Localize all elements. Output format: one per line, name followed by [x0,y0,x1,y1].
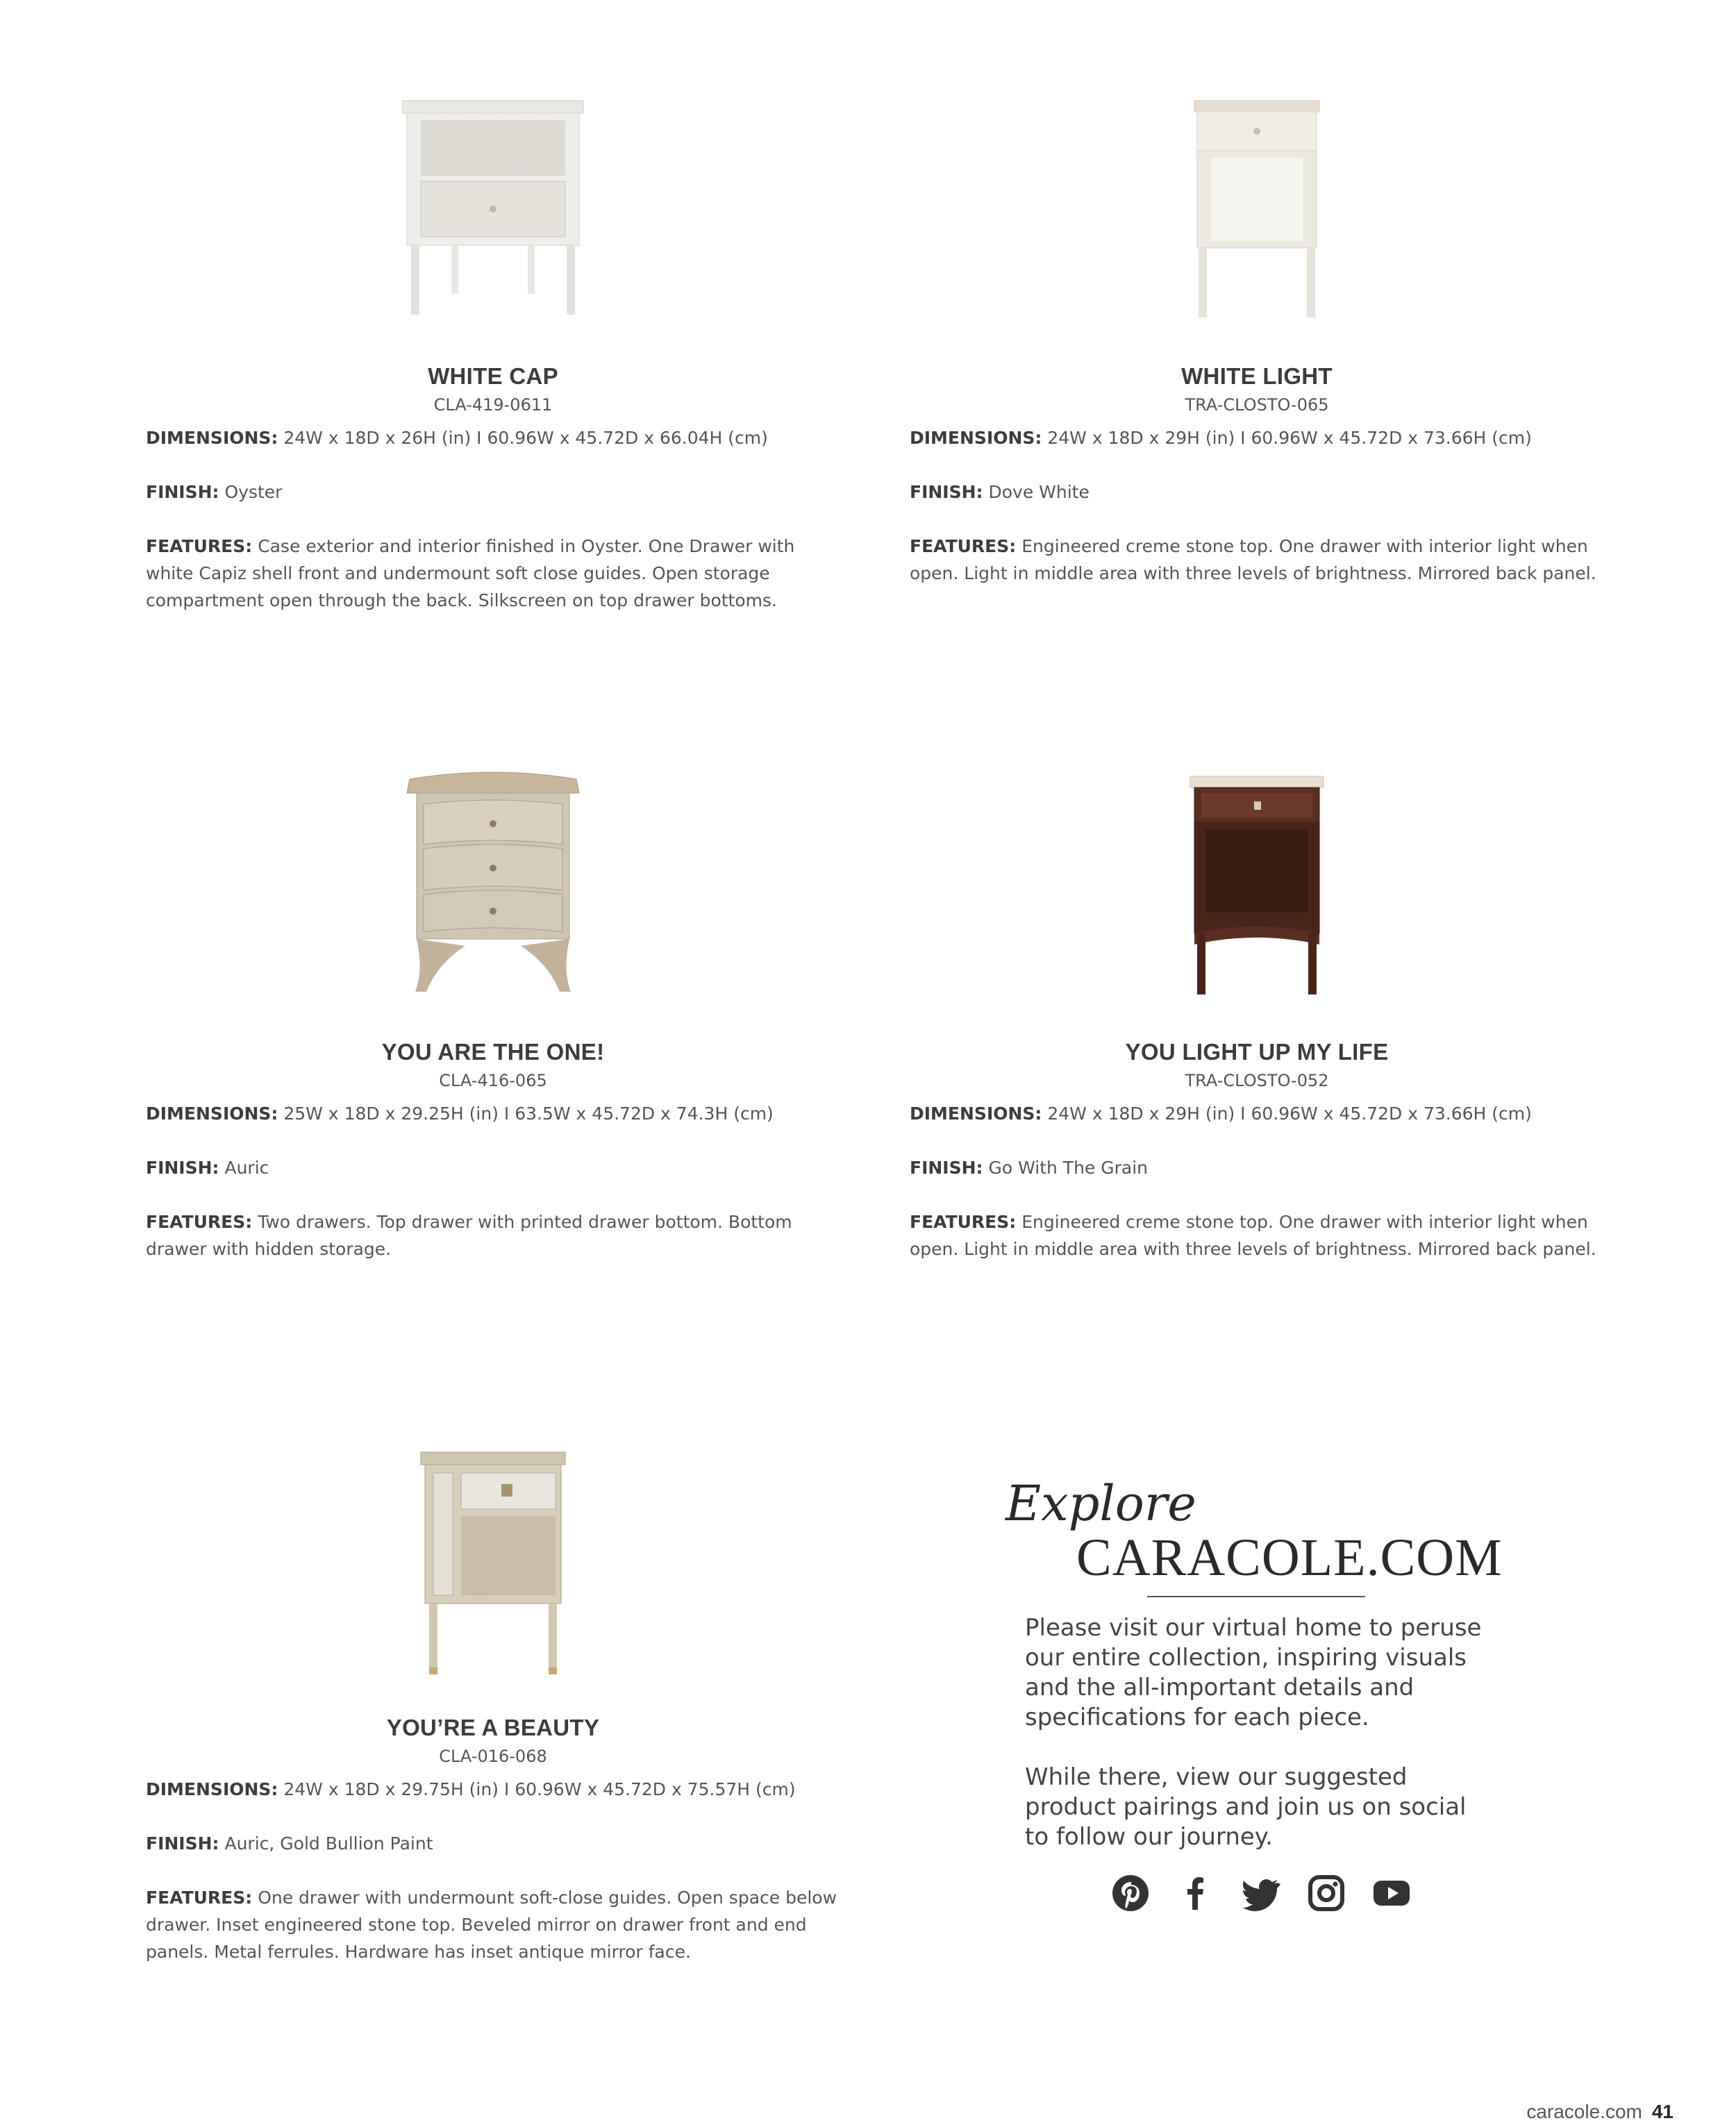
features-value: Two drawers. Top drawer with printed drawer bottom. Bottom drawer with hidden storage. [146,1212,792,1259]
product-features [146,533,840,614]
features-value: One drawer with undermount soft-close guides. Open space below drawer. Inset engineered stone top. Beveled mirror on drawer front and end panels. Metal ferrules. Hardware has inset antique mirror face. [146,1888,837,1962]
dimensions-label: DIMENSIONS: [910,428,1042,448]
dimensions-label: DIMENSIONS: [146,428,278,448]
finish-label: FINISH: [146,482,219,502]
features-label: FEATURES: [910,536,1017,556]
product-finish [146,478,840,506]
page-number: 41 [1651,2101,1674,2122]
instagram-icon[interactable] [1307,1874,1346,1913]
dimensions-label: DIMENSIONS: [910,1104,1042,1124]
finish-label: FINISH: [910,1158,983,1178]
product-sku: CLA-016-068 [439,1747,547,1766]
features-label: FEATURES: [146,536,253,556]
finish-label: FINISH: [146,1158,219,1178]
finish-value: Dove White [983,482,1090,502]
product-features [146,1884,840,1965]
product-dimensions [910,424,1604,451]
features-value: Engineered creme stone top. One drawer with interior light when open. Light in middle area with three levels of brightness. Mirrored back panel. [910,536,1596,583]
product-sku: TRA-CLOSTO-052 [1185,1071,1329,1090]
dimensions-value: 24W x 18D x 29H (in) I 60.96W x 45.72D x 73.66H (cm) [1042,1104,1532,1124]
product-dimensions [146,1776,840,1803]
finish-value: Auric, Gold Bullion Paint [219,1833,433,1854]
product-name: WHITE LIGHT [1181,363,1333,389]
features-value: Engineered creme stone top. One drawer with interior light when open. Light in middle area with three levels of brightness. Mirrored back panel. [910,1212,1596,1259]
product-dimensions [146,1100,840,1127]
product-sku: CLA-419-0611 [433,395,553,415]
social-links [1111,1874,1411,1913]
features-value: Case exterior and interior finished in Oyster. One Drawer with white Capiz shell front and undermount soft close guides. Open storage compartment open through the back. Silkscreen on top drawer bottoms. [146,536,795,610]
features-label: FEATURES: [910,1212,1017,1232]
product-finish [146,1154,840,1181]
explore-caracole-panel [1000,1465,1528,1951]
divider [1147,1596,1365,1597]
dimensions-value: 24W x 18D x 26H (in) I 60.96W x 45.72D x 66.04H (cm) [278,428,768,448]
dimensions-label: DIMENSIONS: [146,1779,278,1799]
product-image [361,87,625,351]
product-image [1125,87,1389,351]
finish-value: Go With The Grain [983,1158,1149,1178]
product-name: YOU’RE A BEAUTY [386,1715,600,1740]
product-finish [910,478,1604,506]
product-image [361,1438,625,1702]
pinterest-icon[interactable] [1111,1874,1150,1913]
product-name: WHITE CAP [428,363,558,389]
product-features [146,1208,840,1263]
product-dimensions [146,424,840,451]
dimensions-label: DIMENSIONS: [146,1104,278,1124]
dimensions-value: 24W x 18D x 29H (in) I 60.96W x 45.72D x 73.66H (cm) [1042,428,1532,448]
features-label: FEATURES: [146,1888,253,1908]
product-image [361,763,625,1026]
finish-label: FINISH: [910,482,983,502]
finish-value: Oyster [219,482,283,502]
product-finish [910,1154,1604,1181]
page-footer [1526,2101,1674,2123]
finish-value: Auric [219,1158,269,1178]
product-sku: TRA-CLOSTO-065 [1185,395,1329,415]
product-image [1125,763,1389,1026]
facebook-icon[interactable] [1176,1874,1215,1913]
footer-site[interactable]: caracole.com [1526,2101,1642,2122]
finish-label: FINISH: [146,1833,219,1854]
dimensions-value: 25W x 18D x 29.25H (in) I 63.5W x 45.72D x 74.3H (cm) [278,1104,774,1124]
explore-site-link[interactable]: CARACOLE.COM [1076,1529,1503,1587]
explore-paragraph-social: While there, view our suggested product pairings and join us on social to follow our journey. [1025,1763,1467,1851]
explore-script-heading: Explore [1005,1475,1196,1532]
product-sku: CLA-416-065 [439,1071,547,1090]
explore-paragraph-visit: Please visit our virtual home to peruse our entire collection, inspiring visuals and the all-important details and specifications for each piece. [1025,1614,1482,1731]
youtube-icon[interactable] [1372,1874,1411,1913]
features-label: FEATURES: [146,1212,253,1232]
product-features [910,533,1604,587]
dimensions-value: 24W x 18D x 29.75H (in) I 60.96W x 45.72D x 75.57H (cm) [278,1779,796,1799]
product-name: YOU LIGHT UP MY LIFE [1125,1039,1389,1065]
product-features [910,1208,1604,1263]
product-name: YOU ARE THE ONE! [381,1039,605,1065]
twitter-icon[interactable] [1242,1874,1280,1913]
product-dimensions [910,1100,1604,1127]
product-finish [146,1830,840,1857]
